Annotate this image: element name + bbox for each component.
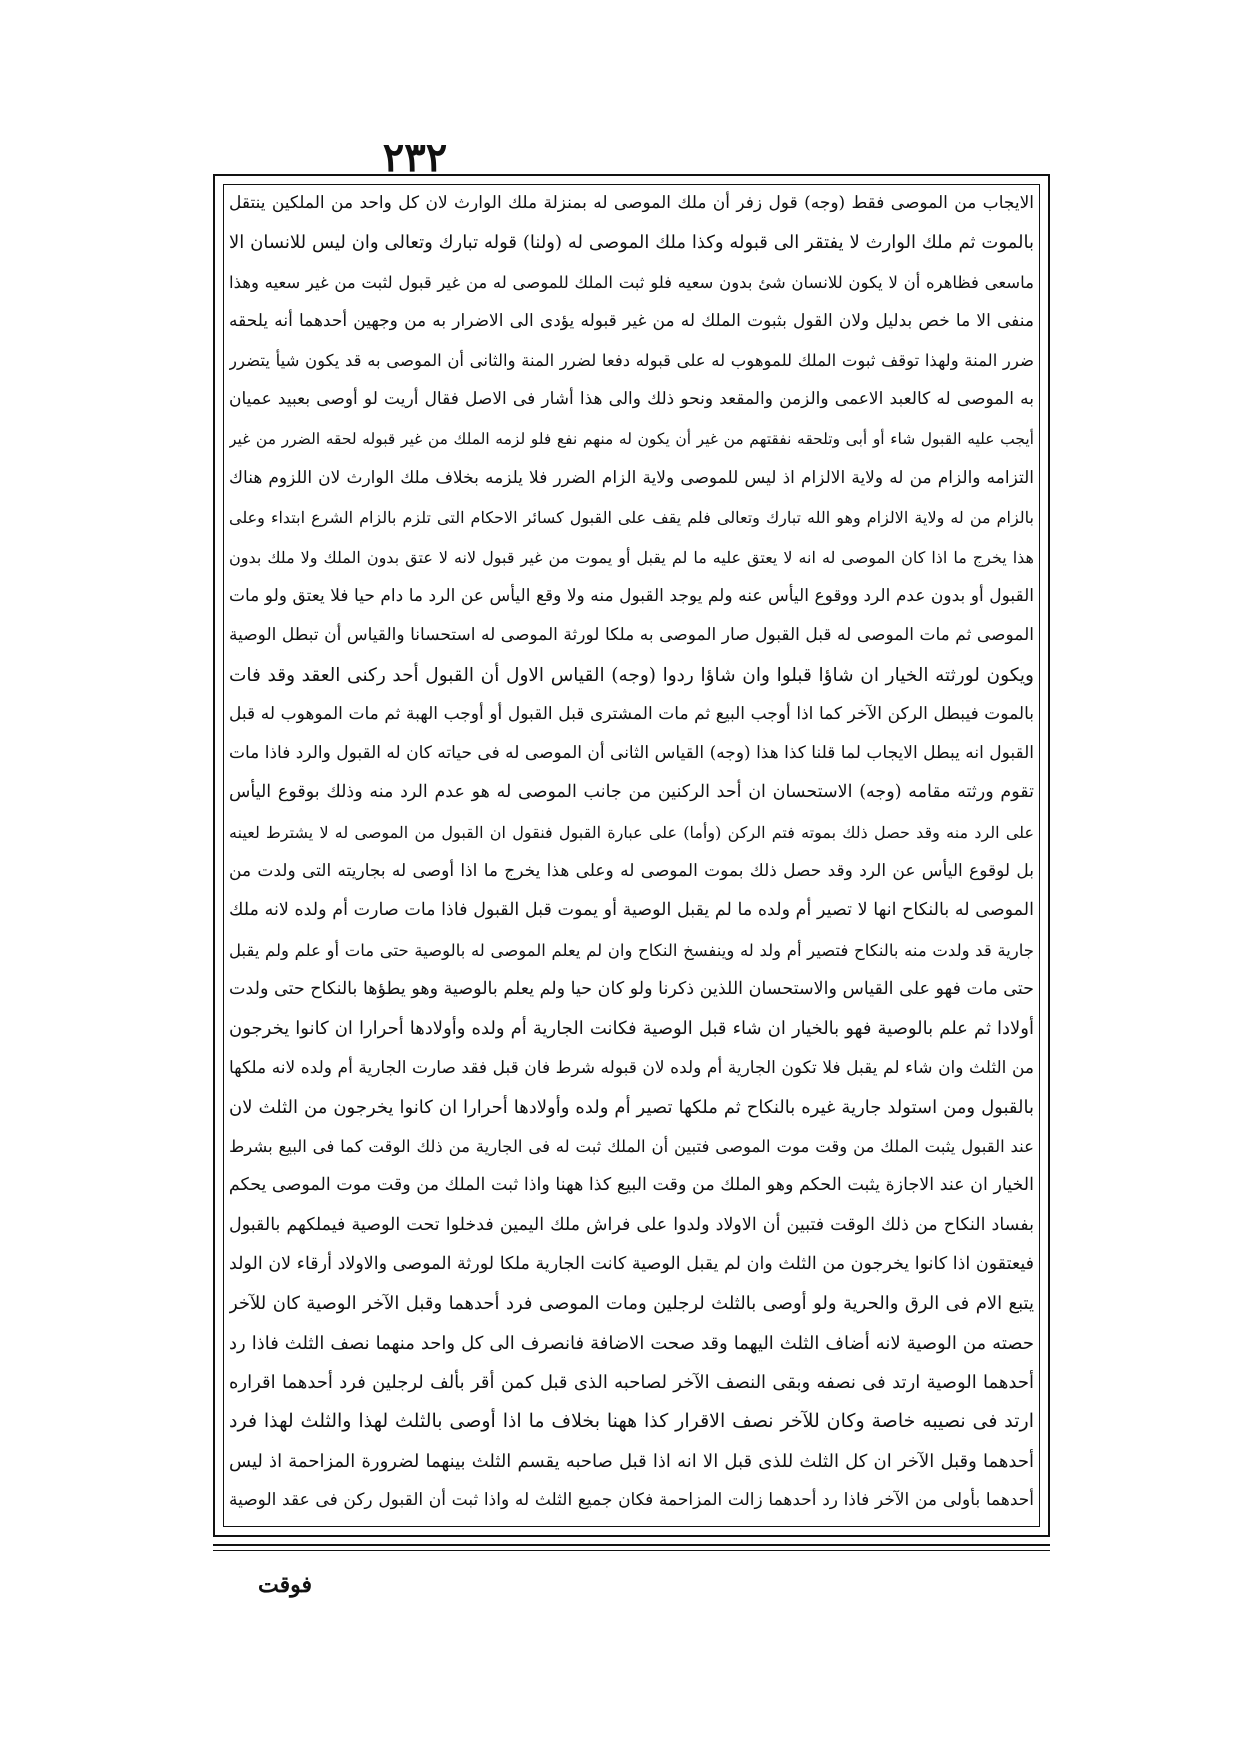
text-line: فيعتقون اذا كانوا يخرجون من الثلث وان لم يقبل الوصية كانت الجارية ملكا لورثة الموصى والاولاد أرقاء لان الولد bbox=[229, 1254, 1034, 1275]
text-line: ارتد فى نصيبه خاصة وكان للآخر نصف الاقرار كذا ههنا بخلاف ما اذا أوصى بالثلث لهذا والثلث لهذا فرد bbox=[229, 1410, 1034, 1433]
text-line: بالقبول ومن استولد جارية غيره بالنكاح ثم ملكها تصير أم ولده وأولادها أحرارا ان كانوا يخرجون من الثلث لان bbox=[229, 1096, 1034, 1118]
text-line: أولادا ثم علم بالوصية فهو بالخيار ان شاء قبل الوصية فكانت الجارية أم ولده وأولادها أحرارا ان كانوا يخرجون bbox=[229, 1018, 1034, 1040]
text-line: الموصى له بالنكاح انها لا تصير أم ولده ما لم يقبل الوصية أو يموت قبل القبول فاذا مات صارت أم ولده لانه ملك bbox=[229, 900, 1034, 921]
text-line: يتبع الام فى الرق والحرية ولو أوصى بالثلث لرجلين ومات الموصى فرد أحدهما وقبل الآخر الوصية كان للآخر bbox=[229, 1293, 1034, 1315]
text-line: القبول أو بدون عدم الرد ووقوع اليأس عنه ولم يوجد القبول منه ولا وقع اليأس عن الرد ما دام حيا فلا يعتق ولو مات bbox=[229, 585, 1034, 606]
text-line: تقوم ورثته مقامه (وجه) الاستحسان ان أحد الركنين من جانب الموصى له هو عدم الرد منه وذلك بوقوع اليأس bbox=[229, 782, 1034, 803]
text-line: حصته من الوصية لانه أضاف الثلث اليهما وقد صحت الاضافة فانصرف الى كل واحد منهما نصف الثلث فاذا رد bbox=[229, 1332, 1034, 1354]
text-line: أحدهما بأولى من الآخر فاذا رد أحدهما زالت المزاحمة فكان جميع الثلث له واذا ثبت أن القبول ركن فى عقد الوصية bbox=[229, 1489, 1034, 1510]
text-line: ضرر المنة ولهذا توقف ثبوت الملك للموهوب له على قبوله دفعا لضرر المنة والثانى أن الموصى به قد يكون شيأ يتضرر bbox=[229, 351, 1034, 371]
text-line: من الثلث وان شاء لم يقبل فلا تكون الجارية أم ولده لان قبوله شرط فان قبل فقد صارت الجارية أم ولده لانه ملكها bbox=[229, 1057, 1034, 1078]
text-line: بفساد النكاح من ذلك الوقت فتبين أن الاولاد ولدوا على فراش ملك اليمين فدخلوا تحت الوصية فيملكهم بالقبول bbox=[229, 1214, 1034, 1235]
text-line: القبول انه يبطل الايجاب لما قلنا كذا هذا (وجه) القياس الثانى أن الموصى له فى حياته كان له القبول والرد فاذا مات bbox=[229, 743, 1034, 764]
text-line: بل لوقوع اليأس عن الرد وقد حصل ذلك بموت الموصى له وعلى هذا يخرج ما اذا أوصى له بجاريته التى ولدت من bbox=[229, 861, 1034, 882]
bottom-rule-thin bbox=[213, 1550, 1050, 1551]
text-line: أحدهما الوصية ارتد فى نصفه وبقى النصف الآخر لصاحبه الذى قبل كمن أقر بألف لرجلين فرد أحدهما اقراره bbox=[229, 1371, 1034, 1393]
text-line: ويكون لورثته الخيار ان شاؤا قبلوا وان شاؤا ردوا (وجه) القياس الاول أن القبول أحد ركنى العقد وقد فات bbox=[229, 664, 1034, 686]
text-block bbox=[229, 184, 1034, 1527]
text-line: بالموت ثم ملك الوارث لا يفتقر الى قبوله وكذا ملك الموصى له (ولنا) قوله تبارك وتعالى وان ليس للانسان الا bbox=[229, 232, 1034, 254]
text-frame bbox=[213, 174, 1050, 1537]
text-line: على الرد منه وقد حصل ذلك بموته فتم الركن (وأما) على عبارة القبول فنقول ان القبول من الموصى له لا يشترط لعينه bbox=[229, 822, 1034, 842]
text-line: هذا يخرج ما اذا كان الموصى له انه لا يعتق عليه ما لم يقبل أو يموت من غير قبول لانه لا عتق بدون الملك ولا ملك بدون bbox=[229, 547, 1034, 567]
text-line: بالزام من له ولاية الالزام وهو الله تبارك وتعالى فلم يقف على القبول كسائر الاحكام التى تلزم بالزام الشرع ابتداء وعلى bbox=[229, 508, 1034, 528]
page-number: ٢٣٢ bbox=[382, 134, 448, 181]
text-line: منفى الا ما خص بدليل ولان القول بثبوت الملك له من غير قبوله يؤدى الى الاضرار به من وجهين أحدهما أنه يلحقه bbox=[229, 310, 1034, 331]
text-line: به الموصى له كالعبد الاعمى والزمن والمقعد ونحو ذلك والى هذا أشار فى الاصل فقال أريت لو أوصى بعبيد عميان bbox=[229, 389, 1034, 410]
text-line: الموصى ثم مات الموصى له قبل القبول صار الموصى به ملكا لورثة الموصى له استحسانا والقياس أن تبطل الوصية bbox=[229, 625, 1034, 646]
text-line: أيجب عليه القبول شاء أو أبى وتلحقه نفقتهم من غير أن يكون له منهم نفع فلو لزمه الملك من غير قبوله لحقه الضرر من غير bbox=[229, 429, 1034, 448]
text-line: جارية قد ولدت منه بالنكاح فتصير أم ولد له وينفسخ النكاح وان لم يعلم الموصى له بالوصية حتى مات أو علم ولم يقبل bbox=[229, 940, 1034, 960]
catchword: فوقت bbox=[258, 1572, 313, 1598]
bottom-rule bbox=[213, 1544, 1050, 1546]
text-line: الخيار ان عند الاجازة يثبت الحكم وهو الملك من وقت البيع كذا ههنا واذا ثبت الملك من وقت موت الموصى يحكم bbox=[229, 1175, 1034, 1196]
text-line: التزامه والزام من له ولاية الالزام اذ ليس للموصى ولاية الزام الضرر فلا يلزمه بخلاف ملك الوارث لان اللزوم هناك bbox=[229, 468, 1034, 489]
text-line: حتى مات فهو على القياس والاستحسان اللذين ذكرنا ولو كان حيا ولم يعلم بالوصية وهو يطؤها بالنكاح حتى ولدت bbox=[229, 978, 1034, 999]
text-line: أحدهما وقبل الآخر ان كل الثلث للذى قبل الا انه اذا قبل صاحبه يقسم الثلث بينهما لضرورة المزاحمة اذ ليس bbox=[229, 1450, 1034, 1472]
text-line: ماسعى فظاهره أن لا يكون للانسان شئ بدون سعيه فلو ثبت الملك للموصى له من غير قبول لثبت من غير سعيه وهذا bbox=[229, 272, 1034, 292]
text-line: بالموت فيبطل الركن الآخر كما اذا أوجب البيع ثم مات المشترى قبل القبول أو أوجب الهبة ثم مات الموهوب له قبل bbox=[229, 703, 1034, 724]
text-line: الايجاب من الموصى فقط (وجه) قول زفر أن ملك الموصى له بمنزلة ملك الوارث لان كل واحد من الملكين ينتقل bbox=[229, 193, 1034, 213]
text-line: عند القبول يثبت الملك من وقت موت الموصى فتبين أن الملك ثبت له فى الجارية من ذلك الوقت كما فى البيع بشرط bbox=[229, 1137, 1034, 1157]
